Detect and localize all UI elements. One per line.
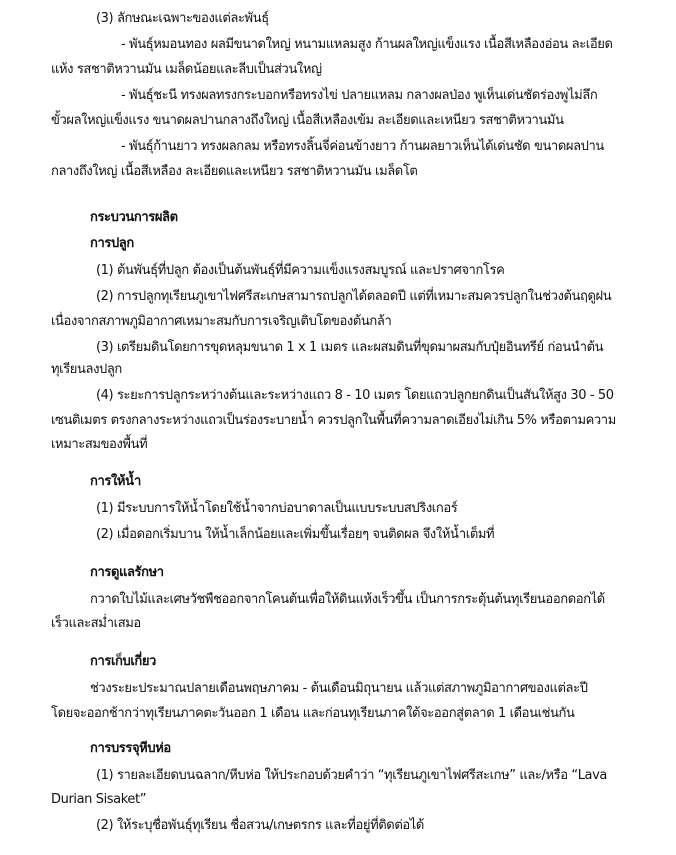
chanee-line-2: ขั้วผลใหญ่แข็งแรง ขนาดผลปานกลางถึงใหญ่ เนื้อสีเหลืองเข้ม ละเอียดและเหนียว รสชาติหวานมัน <box>51 113 564 128</box>
planting-item-4-line-1: (4) ระยะการปลูกระหว่างต้นและระหว่างแถว 8 - 10 เมตร โดยแถวปลูกยกดินเป็นสันให้สูง 30 - 50 <box>96 388 614 403</box>
care-title: การดูแลรักษา <box>90 565 164 580</box>
planting-title: การปลูก <box>90 236 134 251</box>
care-line-1: กวาดใบไม้และเศษวัชพืชออกจากโคนต้นเพื่อให้ดินแห้งเร็วขึ้น เป็นการกระตุ้นต้นทุเรียนออกดอกได้ <box>90 592 605 607</box>
packaging-title: การบรรจุหีบห่อ <box>90 741 171 756</box>
watering-title: การให้น้ำ <box>90 474 141 489</box>
planting-item-1: (1) ต้นพันธุ์ที่ปลูก ต้องเป็นต้นพันธุ์ที่มีความแข็งแรงสมบูรณ์ และปราศจากโรค <box>96 263 505 278</box>
planting-item-4-line-3: เหมาะสมของพื้นที่ <box>51 437 148 452</box>
planting-item-3-line-2: ทุเรียนลงปลูก <box>51 362 122 377</box>
watering-item-2: (2) เมื่อดอกเริ่มบาน ให้น้ำเล็กน้อยและเพิ่มขึ้นเรื่อยๆ จนติดผล จึงให้น้ำเต็มที่ <box>96 527 495 542</box>
harvest-title: การเก็บเกี่ยว <box>90 654 156 669</box>
packaging-item-1-line-2: Durian Sisaket” <box>51 792 147 807</box>
process-title: กระบวนการผลิต <box>90 210 178 225</box>
planting-item-2-line-2: เนื่องจากสภาพภูมิอากาศเหมาะสมกับการเจริญเติบโตของต้นกล้า <box>51 314 392 329</box>
monthong-line-1: - พันธุ์หมอนทอง ผลมีขนาดใหญ่ หนามแหลมสูง ก้านผลใหญ่แข็งแรง เนื้อสีเหลืองอ่อน ละเอียด <box>121 37 613 52</box>
harvest-line-2: โดยจะออกช้ากว่าทุเรียนภาคตะวันออก 1 เดือน และก่อนทุเรียนภาคใต้จะออกสู่ตลาด 1 เดือนเช่นกัน <box>51 706 575 721</box>
planting-item-4-line-2: เซนติเมตร ตรงกลางระหว่างแถวเป็นร่องระบายน้ำ ควรปลูกในพื้นที่ความลาดเอียงไม่เกิน 5% หรือตามความ <box>51 413 616 428</box>
packaging-item-1-line-1: (1) รายละเอียดบนฉลาก/หีบห่อ ให้ประกอบด้วยคำว่า “ทุเรียนภูเขาไฟศรีสะเกษ” และ/หรือ “Lava <box>96 768 607 783</box>
harvest-line-1: ช่วงระยะประมาณปลายเดือนพฤษภาคม - ต้นเดือนมิถุนายน แล้วแต่สภาพภูมิอากาศของแต่ละปี <box>90 681 588 696</box>
watering-item-1: (1) มีระบบการให้น้ำโดยใช้น้ำจากบ่อบาดาลเป็นแบบระบบสปริงเกอร์ <box>96 501 458 516</box>
planting-item-3-line-1: (3) เตรียมดินโดยการขุดหลุมขนาด 1 x 1 เมตร และผสมดินที่ขุดมาผสมกับปุ๋ยอินทรีย์ ก่อนนำต้น <box>96 340 604 355</box>
monthong-line-2: แห้ง รสชาติหวานมัน เมล็ดน้อยและลีบเป็นส่วนใหญ่ <box>51 62 322 77</box>
kanyao-line-2: กลางถึงใหญ่ เนื้อสีเหลือง ละเอียดและเหนียว รสชาติหวานมัน เมล็ดโต <box>51 164 418 179</box>
section-3-heading: (3) ลักษณะเฉพาะของแต่ละพันธุ์ <box>96 11 269 26</box>
kanyao-line-1: - พันธุ์ก้านยาว ทรงผลกลม หรือทรงลิ้นจี่ค่อนข้างยาว ก้านผลยาวเห็นได้เด่นชัด ขนาดผลปาน <box>121 139 604 154</box>
packaging-item-2: (2) ให้ระบุชื่อพันธุ์ทุเรียน ชื่อสวน/เกษตรกร และที่อยู่ที่ติดต่อได้ <box>96 818 424 833</box>
chanee-line-1: - พันธุ์ชะนี ทรงผลทรงกระบอกหรือทรงไข่ ปลายแหลม กลางผลป่อง พูเห็นเด่นชัดร่องพูไม่ลึก <box>121 88 598 103</box>
care-line-2: เร็วและสม่ำเสมอ <box>51 616 141 631</box>
planting-item-2-line-1: (2) การปลูกทุเรียนภูเขาไฟศรีสะเกษสามารถปลูกได้ตลอดปี แต่ที่เหมาะสมควรปลูกในช่วงต้นฤดูฝน <box>96 289 612 304</box>
